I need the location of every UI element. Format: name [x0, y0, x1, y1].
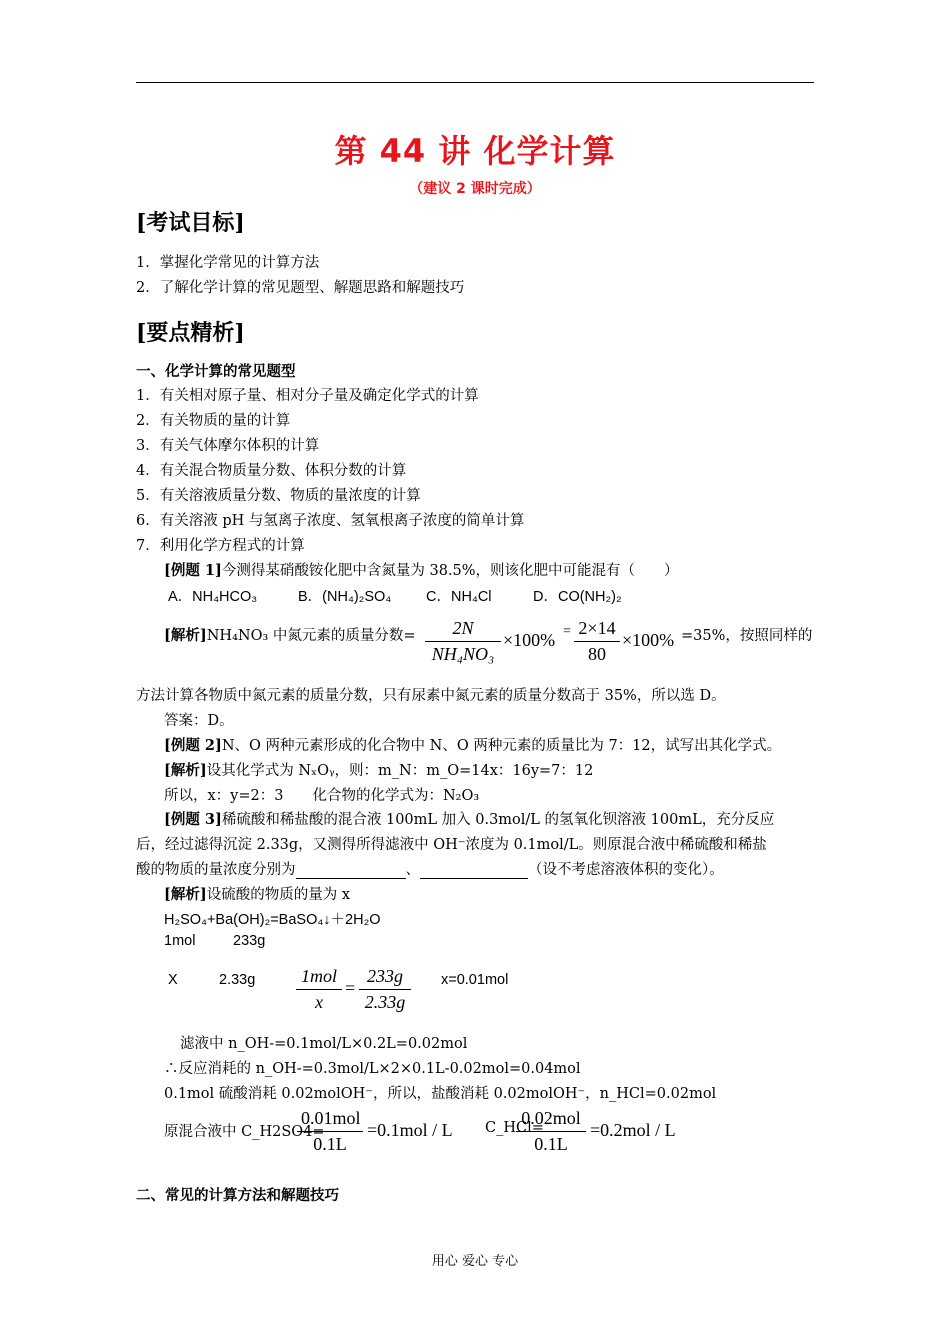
- example3-line3: 0.1mol 硫酸消耗 0.02molOH⁻，所以，盐酸消耗 0.02molOH⁻，n_HCl=0.02mol: [164, 1086, 717, 1102]
- example3-line1: 滤液中 n_OH-=0.1mol/L×0.2L=0.02mol: [180, 1036, 468, 1052]
- page-subtitle: （建议 2 课时完成）: [409, 181, 541, 197]
- part1-item: 2．有关物质的量的计算: [136, 413, 291, 429]
- ratio-row1-a: 1mol: [164, 933, 196, 949]
- times-100-2: ×100%: [622, 630, 675, 650]
- page-footer: 用心 爱心 专心: [431, 1254, 519, 1269]
- example1-tag: [例题 1]: [164, 562, 222, 579]
- c-hcl-result: =0.2mol / L: [590, 1120, 676, 1140]
- example3-line2: ∴反应消耗的 n_OH-=0.3mol/L×2×0.1L-0.02mol=0.04mol: [164, 1061, 581, 1077]
- example1-option-a: A．NH₄HCO₃: [168, 589, 258, 605]
- example3-line4-prefix: 原混合液中 C_H2SO4=: [164, 1124, 325, 1140]
- ratio-row2-b: 2.33g: [219, 972, 256, 988]
- goals-heading: [考试目标]: [136, 210, 245, 236]
- example1-analysis-tag: [解析]: [164, 627, 207, 644]
- c-hcl-prefix: C_HCl=: [485, 1120, 544, 1136]
- example1-option-d: D．CO(NH₂)₂: [533, 589, 622, 605]
- equals-proportion: =: [345, 978, 356, 998]
- part2-heading: 二、常见的计算方法和解题技巧: [136, 1187, 339, 1204]
- example3-analysis-tag: [解析]: [164, 886, 207, 903]
- example1-question: [例题 1]今测得某硝酸铵化肥中含氮量为 38.5%，则该化肥中可能混有（ ）: [164, 562, 679, 579]
- part1-item: 3．有关气体摩尔体积的计算: [136, 438, 320, 454]
- part1-item: 6．有关溶液 pH 与氢离子浓度、氢氧根离子浓度的简单计算: [136, 513, 525, 529]
- example3-analysis: [解析]设硫酸的物质的量为 x: [164, 886, 351, 903]
- goal-item: 2．了解化学计算的常见题型、解题思路和解题技巧: [136, 280, 465, 296]
- answer-blank-2[interactable]: [420, 864, 528, 879]
- ratio-row2-a: X: [168, 972, 178, 988]
- goal-item: 1．掌握化学常见的计算方法: [136, 255, 320, 271]
- part1-item: 7．利用化学方程式的计算: [136, 538, 305, 554]
- times-100-1: ×100%: [503, 630, 556, 650]
- reaction-equation: H₂SO₄+Ba(OH)₂=BaSO₄↓＋2H₂O: [164, 912, 381, 928]
- example3-tag: [例题 3]: [164, 811, 222, 828]
- part1-item: 4．有关混合物质量分数、体积分数的计算: [136, 463, 407, 479]
- fraction-0.02mol-over-0.1L: 0.02mol 0.1L: [516, 1108, 586, 1155]
- part1-heading: 一、化学计算的常见题型: [136, 363, 296, 380]
- example2-result: 所以，x：y=2：3 化合物的化学式为：N₂O₃: [164, 788, 480, 804]
- example1-option-b: B．(NH₄)₂SO₄: [298, 589, 392, 605]
- example3-question-line3: 酸的物质的量浓度分别为 、 （设不考虑溶液体积的变化）。: [136, 862, 724, 878]
- fraction-1mol-over-x: 1mol x: [296, 966, 342, 1013]
- header-rule: [136, 82, 814, 83]
- example2-analysis: [解析]设其化学式为 NₓOᵧ，则：m_N：m_O=14x：16y=7：12: [164, 762, 594, 779]
- example2-analysis-tag: [解析]: [164, 762, 207, 779]
- page-title: 第 44 讲 化学计算: [334, 132, 616, 170]
- points-heading: [要点精析]: [136, 320, 245, 346]
- example1-analysis-post: =35%，按照同样的: [681, 628, 813, 644]
- fraction-0.01mol-over-0.1L: 0.01mol 0.1L: [297, 1108, 363, 1155]
- fraction-2n-over-nh4no3: 2N NH₄NO₃: [425, 618, 501, 665]
- ratio-row1-b: 233g: [233, 933, 266, 949]
- example3-question-line2: 后，经过滤得沉淀 2.33g，又测得所得滤液中 OH⁻浓度为 0.1mol/L。则原混合液中稀硫酸和稀盐: [136, 837, 767, 853]
- example2-question: [例题 2]N、O 两种元素形成的化合物中 N、O 两种元素的质量比为 7：12，试写出其化学式。: [164, 737, 782, 754]
- example1-analysis: [解析]NH₄NO₃ 中氮元素的质量分数=: [164, 627, 416, 644]
- part1-item: 1．有关相对原子量、相对分子量及确定化学式的计算: [136, 388, 479, 404]
- fraction-28-over-80: 2×14 80: [574, 618, 620, 665]
- fraction-233g-over-2.33g: 233g 2.33g: [359, 966, 411, 1013]
- example1-analysis-cont: 方法计算各物质中氮元素的质量分数，只有尿素中氮元素的质量分数高于 35%，所以选 D。: [136, 688, 726, 704]
- c-h2so4-result: =0.1mol / L: [367, 1120, 453, 1140]
- example3-question: [例题 3]稀硫酸和稀盐酸的混合液 100mL 加入 0.3mol/L 的氢氧化钡溶液 100mL，充分反应: [164, 811, 775, 828]
- x-result: x=0.01mol: [441, 972, 509, 988]
- equals-1: =: [563, 624, 571, 639]
- answer-blank-1[interactable]: [296, 864, 406, 879]
- example1-answer: 答案：D。: [164, 713, 234, 729]
- part1-item: 5．有关溶液质量分数、物质的量浓度的计算: [136, 488, 421, 504]
- example1-option-c: C．NH₄Cl: [426, 589, 492, 605]
- example2-tag: [例题 2]: [164, 737, 222, 754]
